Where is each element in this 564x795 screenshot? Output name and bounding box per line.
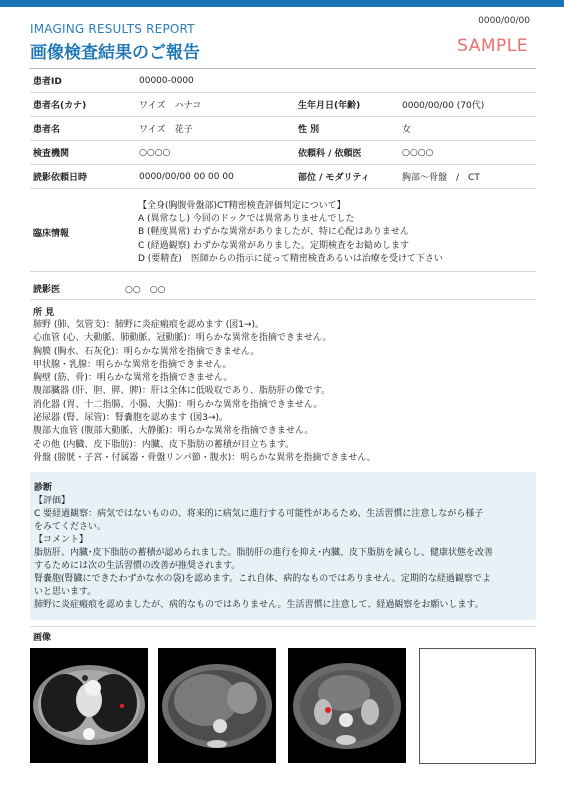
reading-physician-label: 読影医 [33,284,61,295]
finding-line: 泌尿器 (腎、尿管)：腎嚢胞を認めます (図3→)。 [33,413,229,424]
finding-line: 甲状腺・乳腺：明らかな異常を指摘できません。 [33,359,232,370]
requested-value: 0000/00/00 00 00 00 [139,171,234,182]
report-date: 0000/00/00 [478,16,530,26]
image-placeholder-empty [419,648,536,764]
patient-name-label: 患者名 [33,125,61,135]
images-heading: 画像 [33,633,52,643]
dob-value: 0000/00/00 (70代) [402,101,485,111]
clinical-info-text [138,200,443,266]
diagnosis-line: 【評価】 [34,496,71,506]
patient-id-row [30,68,536,93]
images-divider [30,626,536,627]
ct-image-chest [30,648,148,763]
clinical-info-label: 臨床情報 [33,229,70,239]
sample-watermark: SAMPLE [457,36,528,56]
diagnosis-heading: 診断 [34,483,53,493]
finding-line: 胸壁 (筋、骨)：明らかな異常を指摘できません。 [33,373,233,384]
patient-kana-row [30,93,536,117]
findings-heading: 所 見 [33,308,55,318]
region-value: 胸部〜骨盤 / CT [402,173,480,183]
finding-line: 消化器 (胃、十二指腸、小腸、大腸)：明らかな異常を指摘できません。 [33,399,323,410]
reading-physician-value: ○○ ○○ [125,284,166,295]
diagnosis-line: 脂肪肝、内臓･皮下脂肪の蓄積が認められました。脂肪肝の進行を抑え･内臓、皮下脂肪を減らし、健康状態を改善 [34,548,494,558]
request-row [30,165,536,189]
clinical-line: A (異常なし) 今回のドックでは異常ありませんでした [138,214,355,225]
dob-label: 生年月日(年齢) [298,101,361,111]
sex-value: 女 [402,125,412,135]
clinical-info [30,195,536,272]
patient-kana-value: ワイズ ハナコ [139,101,202,111]
clinical-line: C (経過観察) わずかな異常がありました。定期検査をお勧めします [138,240,410,251]
patient-name-value: ワイズ 花子 [139,125,193,135]
ct-image-kidney [288,648,406,763]
finding-line: 心血管 (心、大動脈、肺動脈、冠動脈)：明らかな異常を指摘できません。 [33,333,332,344]
referrer-value: ○○○○ [402,147,434,158]
facility-value: ○○○○ [139,147,171,158]
finding-line: 腹部臓器 (肝、胆、膵、脾)：肝は全体に低吸収であり、脂肪肝の像です。 [33,386,331,397]
region-label: 部位 / モダリティ [298,173,370,183]
referrer-label: 依頼科 / 依頼医 [298,149,362,159]
finding-line: 腹部大血管 (腹部大動脈、大静脈)：明らかな異常を指摘できません。 [33,426,314,437]
clinical-line: 【全身(胸腹骨盤部)CT精密検査評価判定について】 [138,201,346,211]
patient-id-value: 00000-0000 [139,75,194,86]
report-title-en: IMAGING RESULTS REPORT [30,22,195,36]
diagnosis-box [30,472,536,620]
diagnosis-line: 肺野に炎症瘢痕を認めましたが、病的なものではありません。生活習慣に注意して、経過観察をお願いします。 [34,600,484,610]
patient-info-table [30,68,536,189]
facility-row [30,141,536,165]
ct-image-liver [158,648,276,763]
finding-line: 胸膜 (胸水、石灰化)：明らかな異常を指摘できません。 [33,346,260,357]
sex-label: 性 別 [298,125,320,135]
top-accent-bar [0,0,564,7]
diagnosis-line: するためには次の生活習慣の改善が推奨されます。 [34,561,241,571]
diagnosis-line: いと思います。 [34,587,97,597]
clinical-line: B (軽度異常) わずかな異常がありましたが、特に心配はありません [138,227,409,238]
diagnosis-line: C 要経過観察：病気ではないものの、将来的に病気に進行する可能性があるため、生活習慣に注意しながら様子 [34,509,484,519]
clinical-line: D (要精査) 医師からの指示に従って精密検査あるいは治療を受けて下さい [138,253,443,264]
diagnosis-line: 【コメント】 [34,535,89,545]
finding-line: 骨盤 (膀胱・子宮・付属器・骨盤リンパ節・腹水)：明らかな異常を指摘できません。 [33,452,376,463]
finding-line: その他 (内臓、皮下脂肪)：内臓、皮下脂肪の蓄積が目立ちます。 [33,439,295,450]
diagnosis-line: 腎嚢胞(腎臓にできたわずかな水の袋)を認めます。これ自体、病的なものではありません。定期的な経過観察でよ [34,574,491,584]
reading-physician-row [30,277,536,300]
facility-label: 検査機関 [33,149,70,159]
findings-section [30,307,536,465]
report-title-jp: 画像検査結果のご報告 [30,43,200,63]
requested-label: 読影依頼日時 [33,173,88,183]
patient-kana-label: 患者名(カナ) [33,101,87,111]
patient-id-label: 患者ID [33,77,62,87]
finding-line: 肺野 (肺、気管支)：肺野に炎症瘢痕を認めます (図1→)。 [33,320,265,330]
patient-name-row [30,117,536,141]
diagnosis-line: をみてください。 [34,522,107,532]
